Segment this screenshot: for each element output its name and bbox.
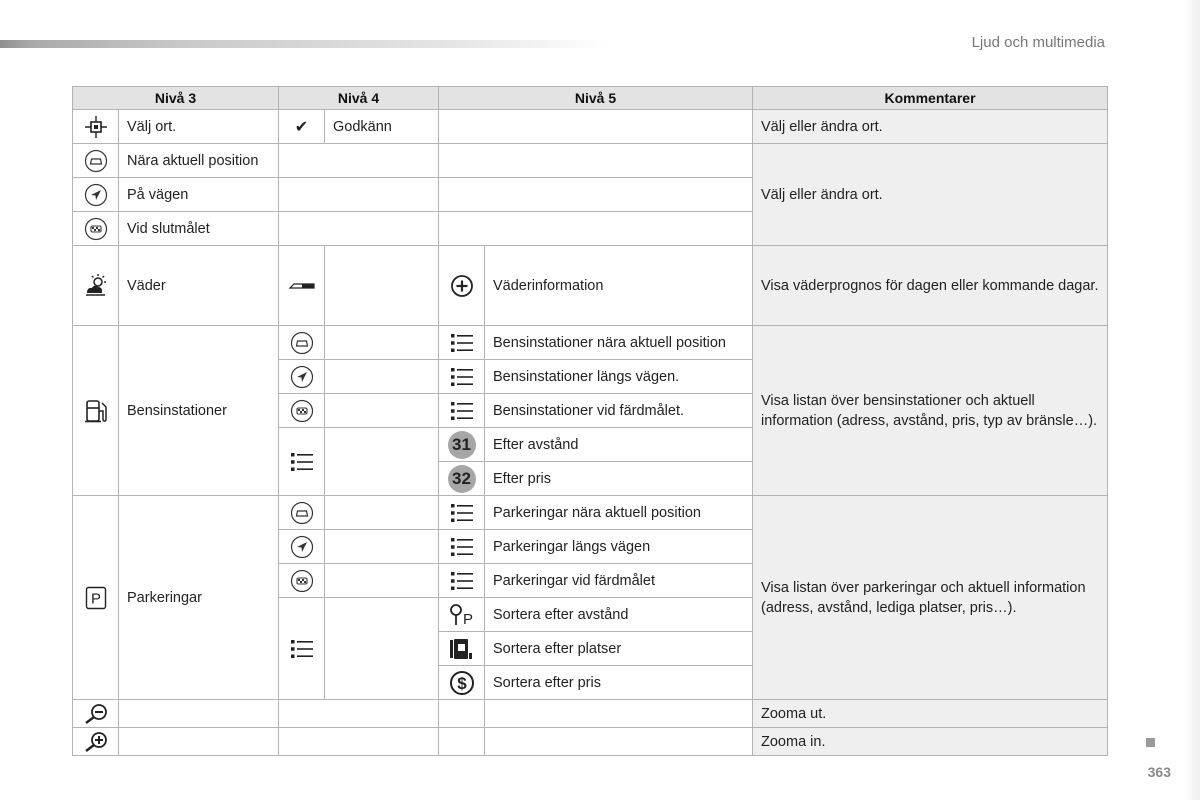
empty-cell (279, 144, 439, 178)
zoom-out-icon (73, 700, 119, 728)
comment-cell: Zooma in. (753, 728, 1108, 756)
section-title: Ljud och multimedia (971, 34, 1105, 51)
list-icon (439, 394, 485, 428)
fuel-pump-icon (73, 326, 119, 496)
table-row (73, 144, 1108, 178)
level5-label: Sortera efter platser (485, 632, 753, 666)
map-pin-icon (73, 110, 119, 144)
parking-icon (73, 496, 119, 700)
level5-label: Väderinformation (485, 246, 753, 326)
page-marker (1146, 738, 1155, 747)
navigation-arrow-icon (279, 360, 325, 394)
comment-cell: Zooma ut. (753, 700, 1108, 728)
empty-cell (439, 728, 485, 756)
list-icon (439, 530, 485, 564)
header-level4: Nivå 4 (279, 87, 439, 110)
empty-cell (439, 144, 753, 178)
page-edge-shadow (1184, 0, 1200, 800)
empty-cell (119, 700, 279, 728)
dollar-icon (439, 666, 485, 700)
navigation-arrow-icon (279, 530, 325, 564)
checkered-flag-icon (279, 394, 325, 428)
table-row (73, 246, 1108, 326)
checkered-flag-icon (73, 212, 119, 246)
toggle-icon (279, 246, 325, 326)
empty-cell (279, 728, 439, 756)
car-front-icon (73, 144, 119, 178)
empty-cell (325, 564, 439, 598)
empty-cell (279, 700, 439, 728)
empty-cell (439, 178, 753, 212)
list-icon (439, 496, 485, 530)
table-row (73, 700, 1108, 728)
empty-cell (439, 110, 753, 144)
header-comments: Kommentarer (753, 87, 1108, 110)
level3-label: På vägen (119, 178, 279, 212)
list-icon (439, 564, 485, 598)
level3-label: Nära aktuell position (119, 144, 279, 178)
table-row (73, 496, 1108, 530)
zoom-in-icon (73, 728, 119, 756)
table-row (73, 110, 1108, 144)
level5-label: Parkeringar vid färdmålet (485, 564, 753, 598)
empty-cell (279, 212, 439, 246)
car-front-icon (279, 326, 325, 360)
badge-31: 31 (439, 428, 485, 462)
empty-cell (485, 728, 753, 756)
level5-label: Parkeringar nära aktuell position (485, 496, 753, 530)
checkered-flag-icon (279, 564, 325, 598)
empty-cell (439, 700, 485, 728)
empty-cell (119, 728, 279, 756)
empty-cell (439, 212, 753, 246)
weather-icon (73, 246, 119, 326)
level4-label: Godkänn (325, 110, 439, 144)
empty-cell (325, 496, 439, 530)
svg-text:$: $ (456, 673, 467, 693)
table-row (73, 326, 1108, 360)
empty-cell (485, 700, 753, 728)
empty-cell (325, 428, 439, 496)
level5-label: Efter avstånd (485, 428, 753, 462)
level3-label: Parkeringar (119, 496, 279, 700)
settings-table (72, 86, 1108, 756)
table-header-row (73, 87, 1108, 110)
list-icon (279, 598, 325, 700)
check-icon: ✔ (279, 110, 325, 144)
plus-circle-icon (439, 246, 485, 326)
comment-cell: Visa väderprognos för dagen eller kommande dagar. (753, 246, 1108, 326)
header-level5: Nivå 5 (439, 87, 753, 110)
comment-cell: Visa listan över bensinstationer och aktuell information (adress, avstånd, pris, typ av bränsle…). (753, 326, 1108, 496)
empty-cell (325, 360, 439, 394)
empty-cell (325, 326, 439, 360)
comment-cell: Visa listan över parkeringar och aktuell information (adress, avstånd, lediga platser, pris…). (753, 496, 1108, 700)
level5-label: Sortera efter avstånd (485, 598, 753, 632)
level3-label: Välj ort. (119, 110, 279, 144)
car-front-icon (279, 496, 325, 530)
level3-label: Bensinstationer (119, 326, 279, 496)
page-number: 363 (1147, 764, 1171, 780)
empty-cell (279, 178, 439, 212)
list-icon (439, 360, 485, 394)
header-level3: Nivå 3 (73, 87, 279, 110)
empty-cell (325, 394, 439, 428)
comment-cell: Välj eller ändra ort. (753, 144, 1108, 246)
sort-distance-icon (439, 598, 485, 632)
table-row (73, 728, 1108, 756)
level5-label: Bensinstationer nära aktuell position (485, 326, 753, 360)
navigation-arrow-icon (73, 178, 119, 212)
empty-cell (325, 530, 439, 564)
comment-cell: Välj eller ändra ort. (753, 110, 1108, 144)
level5-label: Bensinstationer längs vägen. (485, 360, 753, 394)
level5-label: Sortera efter pris (485, 666, 753, 700)
svg-text:P: P (462, 610, 473, 627)
level3-label: Väder (119, 246, 279, 326)
list-icon (279, 428, 325, 496)
badge-32: 32 (439, 462, 485, 496)
level5-label: Efter pris (485, 462, 753, 496)
empty-cell (325, 598, 439, 700)
header-accent-bar (0, 40, 610, 48)
svg-text:P: P (90, 590, 101, 607)
level5-label: Parkeringar längs vägen (485, 530, 753, 564)
level3-label: Vid slutmålet (119, 212, 279, 246)
level5-label: Bensinstationer vid färdmålet. (485, 394, 753, 428)
empty-cell (325, 246, 439, 326)
sort-spaces-icon (439, 632, 485, 666)
list-icon (439, 326, 485, 360)
